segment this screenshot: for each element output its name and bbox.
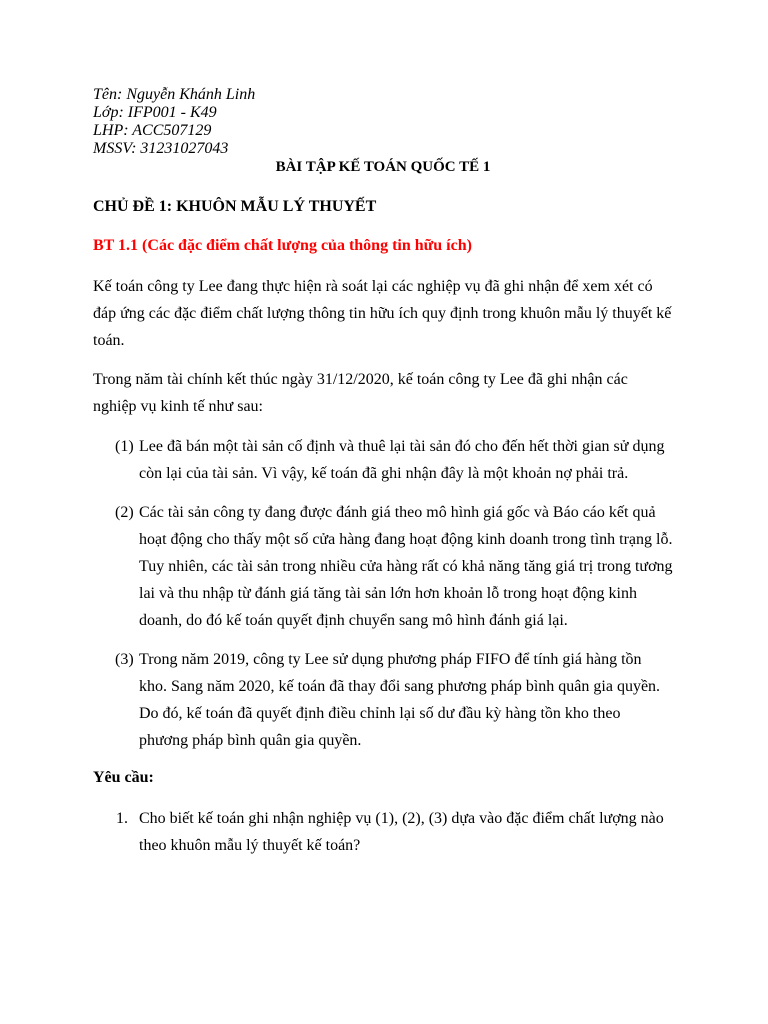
student-class: Lớp: IFP001 - K49 <box>93 104 217 121</box>
list-item <box>93 646 673 754</box>
list-item-number: 1. <box>116 810 128 827</box>
list-item-number: (2) <box>115 504 134 521</box>
student-id: MSSV: 31231027043 <box>93 140 229 157</box>
list-item-text: Các tài sản công ty đang được đánh giá theo mô hình giá gốc và Báo cáo kết quả hoạt động cho thấy một số cửa hàng đang hoạt động kinh doanh trong tình trạng lỗ. Tuy nhiên, các tài sản trong nhiều cửa hàng rất có khả năng tăng giá trị trong tương lai và thu nhập từ đánh giá tăng tài sản lớn hơn khoản lỗ trong hoạt động kinh doanh, do đó kế toán quyết định chuyển sang mô hình đánh giá lại. <box>139 504 673 629</box>
intro-paragraph: Kế toán công ty Lee đang thực hiện rà soát lại các nghiệp vụ đã ghi nhận để xem xét có đáp ứng các đặc điểm chất lượng thông tin hữu ích quy định trong khuôn mẫu lý thuyết kế toán. <box>93 278 672 349</box>
list-item <box>93 433 673 487</box>
requirements-heading: Yêu cầu: <box>93 769 154 786</box>
list-item-text: Trong năm 2019, công ty Lee sử dụng phương pháp FIFO để tính giá hàng tồn kho. Sang năm 2020, kế toán đã thay đổi sang phương pháp bình quân gia quyền. Do đó, kế toán đã quyết định điều chỉnh lại số dư đầu kỳ hàng tồn kho theo phương pháp bình quân gia quyền. <box>139 651 661 749</box>
transaction-list <box>93 433 673 754</box>
list-item-number: (3) <box>115 651 134 668</box>
list-item-text: Lee đã bán một tài sản cố định và thuê lại tài sản đó cho đến hết thời gian sử dụng còn lại của tài sản. Vì vậy, kế toán đã ghi nhận đây là một khoản nợ phải trả. <box>139 438 665 482</box>
requirements-list <box>93 805 673 859</box>
list-item-number: (1) <box>115 438 134 455</box>
topic-heading: CHỦ ĐỀ 1: KHUÔN MẪU LÝ THUYẾT <box>93 198 377 215</box>
list-item-text: Cho biết kế toán ghi nhận nghiệp vụ (1), (2), (3) dựa vào đặc điểm chất lượng nào theo khuôn mẫu lý thuyết kế toán? <box>139 810 664 854</box>
student-name: Tên: Nguyễn Khánh Linh <box>93 86 256 103</box>
document-page <box>93 86 673 859</box>
student-info <box>93 86 673 158</box>
document-title: BÀI TẬP KẾ TOÁN QUỐC TẾ 1 <box>275 159 491 175</box>
student-lhp: LHP: ACC507129 <box>93 122 212 139</box>
context-paragraph: Trong năm tài chính kết thúc ngày 31/12/2020, kế toán công ty Lee đã ghi nhận các nghiệp vụ kinh tế như sau: <box>93 371 628 415</box>
list-item <box>93 805 673 859</box>
list-item <box>93 499 673 634</box>
exercise-heading: BT 1.1 (Các đặc điểm chất lượng của thông tin hữu ích) <box>93 237 472 254</box>
